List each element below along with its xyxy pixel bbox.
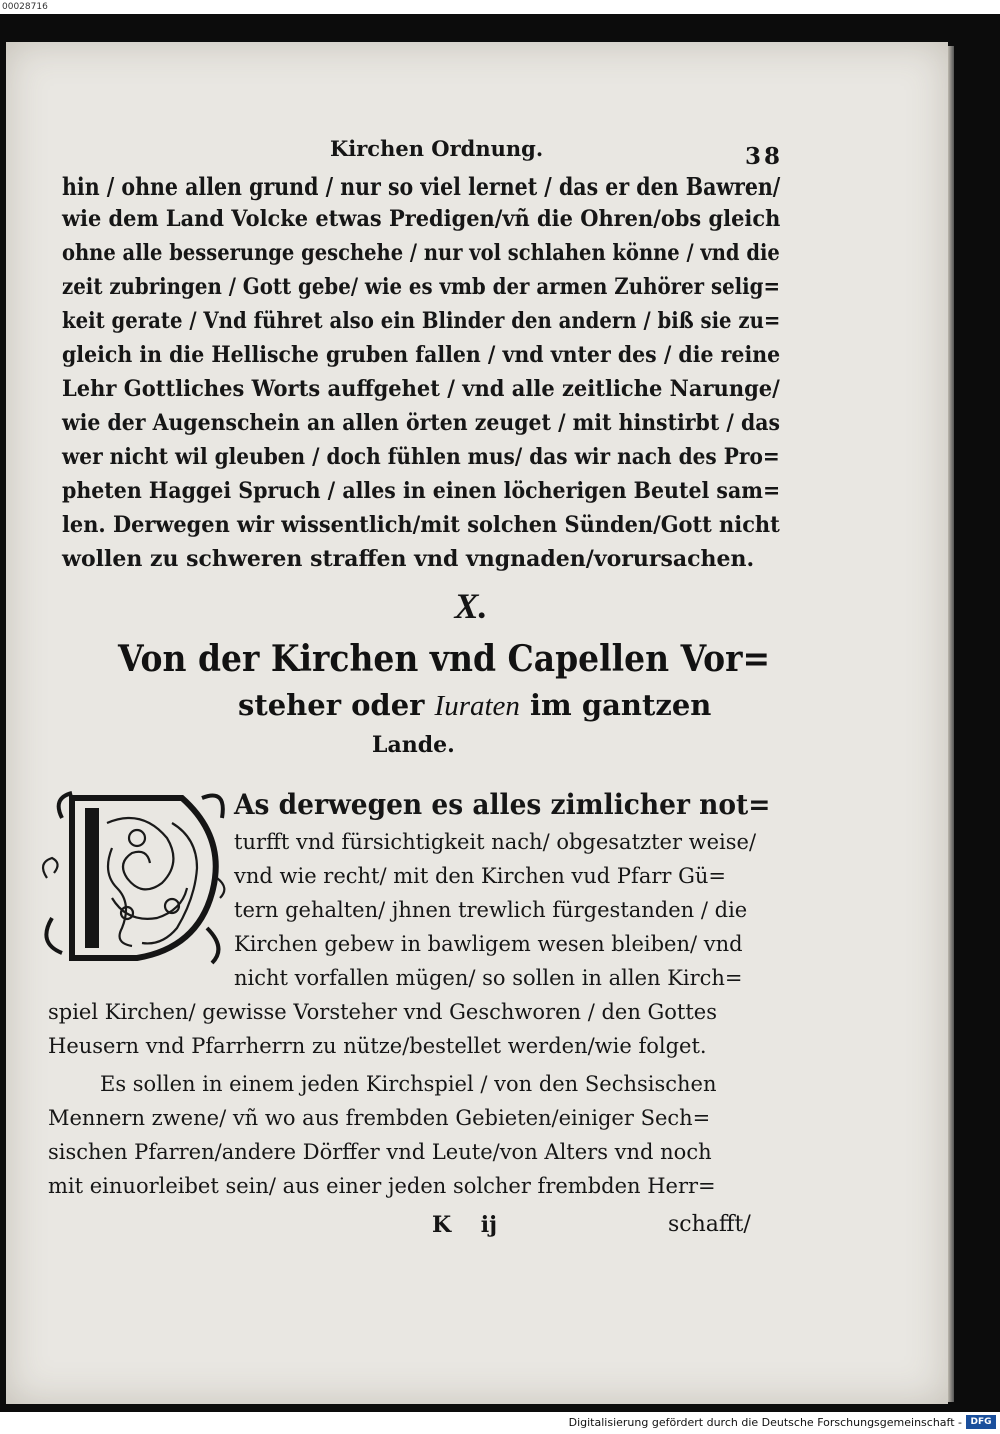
running-head: Kirchen Ordnung. xyxy=(330,136,544,161)
paragraph-line: spiel Kirchen/ gewisse Vorsteher vnd Geschworen / den Gottes xyxy=(48,1000,718,1024)
body-line: gleich in die Hellische gruben fallen / vnd vnter des / die reine xyxy=(62,342,781,368)
scan-id: 00028716 xyxy=(2,2,48,12)
paragraph-line: Mennern zwene/ vñ wo aus frembden Gebieten/einiger Sech= xyxy=(48,1106,711,1130)
section-title-line-1: Von der Kirchen vnd Capellen Vor= xyxy=(118,638,771,680)
paragraph-line: tern gehalten/ jhnen trewlich fürgestanden / die xyxy=(234,898,748,922)
paragraph-line: vnd wie recht/ mit den Kirchen vud Pfarr Gü= xyxy=(234,864,726,888)
section-title-line-3: Lande. xyxy=(372,732,455,758)
paragraph-line: nicht vorfallen mügen/ so sollen in allen Kirch= xyxy=(234,966,743,990)
body-line: ohne alle besserunge geschehe / nur vol schlahen könne / vnd die xyxy=(62,240,780,266)
body-line: wollen zu schweren straffen vnd vngnaden/vorursachen. xyxy=(62,546,755,572)
body-line: pheten Haggei Spruch / alles in einen löcherigen Beutel sam= xyxy=(62,478,781,504)
body-line: zeit zubringen / Gott gebe/ wie es vmb der armen Zuhörer selig= xyxy=(62,274,781,300)
footer-credit: Digitalisierung gefördert durch die Deutsche Forschungsgemeinschaft - xyxy=(568,1416,962,1429)
section-title-text: im gantzen xyxy=(530,688,712,722)
paragraph-line: Es sollen in einem jeden Kirchspiel / von den Sechsischen xyxy=(100,1072,717,1096)
paragraph-line: Heusern vnd Pfarrherrn zu nütze/bestellet werden/wie folget. xyxy=(48,1034,707,1058)
body-line: hin / ohne allen grund / nur so viel lernet / das er den Bawren/ xyxy=(62,172,781,201)
dfg-logo: DFG xyxy=(966,1415,996,1429)
paragraph-line: sischen Pfarren/andere Dörffer vnd Leute/von Alters vnd noch xyxy=(48,1140,712,1164)
body-line: Lehr Gottliches Worts auffgehet / vnd alle zeitliche Narunge/ xyxy=(62,376,780,402)
section-title-italic: Iuraten xyxy=(434,690,520,722)
body-line: len. Derwegen wir wissentlich/mit solchen Sünden/Gott nicht xyxy=(62,512,780,538)
catchword: schafft/ xyxy=(668,1212,751,1237)
decorative-initial-d xyxy=(32,778,232,968)
body-line: wer nicht wil gleuben / doch fühlen mus/ das wir nach des Pro= xyxy=(62,444,780,470)
signature-mark: K ij xyxy=(432,1212,498,1238)
paragraph-line: Kirchen gebew in bawligem wesen bleiben/ vnd xyxy=(234,932,743,956)
section-title-text: steher oder xyxy=(238,688,425,722)
section-title-line-2 xyxy=(238,688,711,723)
page-edge xyxy=(948,46,954,1402)
page-number: 38 xyxy=(745,143,784,170)
section-number: X. xyxy=(454,586,488,626)
body-line: wie dem Land Volcke etwas Predigen/vñ die Ohren/obs gleich xyxy=(62,206,781,232)
paragraph-line: turfft vnd fürsichtigkeit nach/ obgesatzter weise/ xyxy=(234,830,757,854)
paragraph-line: As derwegen es alles zimlicher not= xyxy=(234,788,771,821)
paragraph-line: mit einuorleibet sein/ aus einer jeden solcher frembden Herr= xyxy=(48,1174,716,1198)
body-line: keit gerate / Vnd führet also ein Blinder den andern / biß sie zu= xyxy=(62,308,781,334)
body-line: wie der Augenschein an allen örten zeuget / mit hinstirbt / das xyxy=(62,410,780,436)
